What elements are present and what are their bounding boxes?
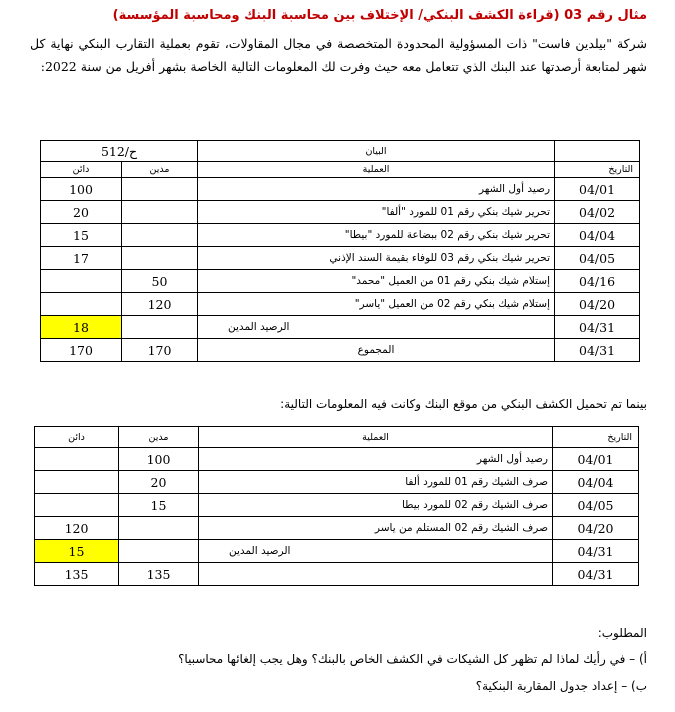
- example-title: مثال رقم 03 (قراءة الكشف البنكي/ الإختلاف بين محاسبة البنك ومحاسبة المؤسسة): [112, 8, 647, 23]
- bank-statement-table: [34, 426, 639, 586]
- debit-header: مدين: [122, 162, 198, 178]
- account-number: ح/512: [41, 141, 198, 162]
- table-row: 17 تحرير شيك بنكي رقم 03 للوفاء بقيمة السند الإذني 04/05: [41, 247, 640, 270]
- date-header: التاريخ: [553, 427, 639, 448]
- question-b: ب) – إعداد جدول المقاربة البنكية؟: [475, 679, 647, 693]
- question-a: أ) – في رأيك لماذا لم تظهر كل الشيكات في الكشف الخاص بالبنك؟ وهل يجب إلغائها محاسبيا؟: [178, 652, 647, 666]
- intro-paragraph: شركة "بيلدين فاست" ذات المسؤولية المحدودة المتخصصة في مجال المقاولات، تقوم بعملية التقارب البنكي نهاية كل شهر لمتابعة أرصدتها عند البنك الذي تتعامل معه حيث وفرت لك المعلومات التالية الخاصة بشهر أفريل من سنة 2022:: [30, 36, 647, 74]
- balance-credit-highlight: 18: [41, 316, 122, 339]
- operation-header: العملية: [199, 427, 553, 448]
- debit-header: مدين: [119, 427, 199, 448]
- company-bank-account-table: [40, 140, 640, 362]
- statement-header: البيان: [198, 141, 555, 162]
- date-header: التاريخ: [555, 162, 640, 178]
- bank-statement-intro: بينما تم تحميل الكشف البنكي من موقع البنك وكانت فيه المعلومات التالية:: [280, 397, 647, 411]
- credit-header: دائن: [41, 162, 122, 178]
- credit-header: دائن: [35, 427, 119, 448]
- total-row: 170 170 المجموع 04/31: [41, 339, 640, 362]
- balance-row: 18 الرصيد المدين 04/31: [41, 316, 640, 339]
- table-row: 20 صرف الشيك رقم 01 للمورد ألفا 04/04: [35, 471, 639, 494]
- table-row: 100 رصيد أول الشهر 04/01: [41, 178, 640, 201]
- table-row: 20 تحرير شيك بنكي رقم 01 للمورد "ألفا" 04/02: [41, 201, 640, 224]
- operation-header: العملية: [198, 162, 555, 178]
- table-row: 15 صرف الشيك رقم 02 للمورد بيطا 04/05: [35, 494, 639, 517]
- total-label: المجموع: [198, 339, 555, 362]
- table-row: 15 تحرير شيك بنكي رقم 02 ببضاعة للمورد "بيطا" 04/04: [41, 224, 640, 247]
- balance-label: الرصيد المدين: [198, 316, 555, 339]
- balance-credit-highlight: 15: [35, 540, 119, 563]
- table-row: 50 إستلام شيك بنكي رقم 01 من العميل "محمد" 04/16: [41, 270, 640, 293]
- table-row: 100 رصيد أول الشهر 04/01: [35, 448, 639, 471]
- required-heading: المطلوب:: [597, 626, 647, 640]
- balance-row: 15 الرصيد المدين 04/31: [35, 540, 639, 563]
- table-row: 120 إستلام شيك بنكي رقم 02 من العميل "ياسر" 04/20: [41, 293, 640, 316]
- total-row: 135 135 04/31: [35, 563, 639, 586]
- balance-label: الرصيد المدين: [199, 540, 553, 563]
- table-row: 120 صرف الشيك رقم 02 المستلم من ياسر 04/20: [35, 517, 639, 540]
